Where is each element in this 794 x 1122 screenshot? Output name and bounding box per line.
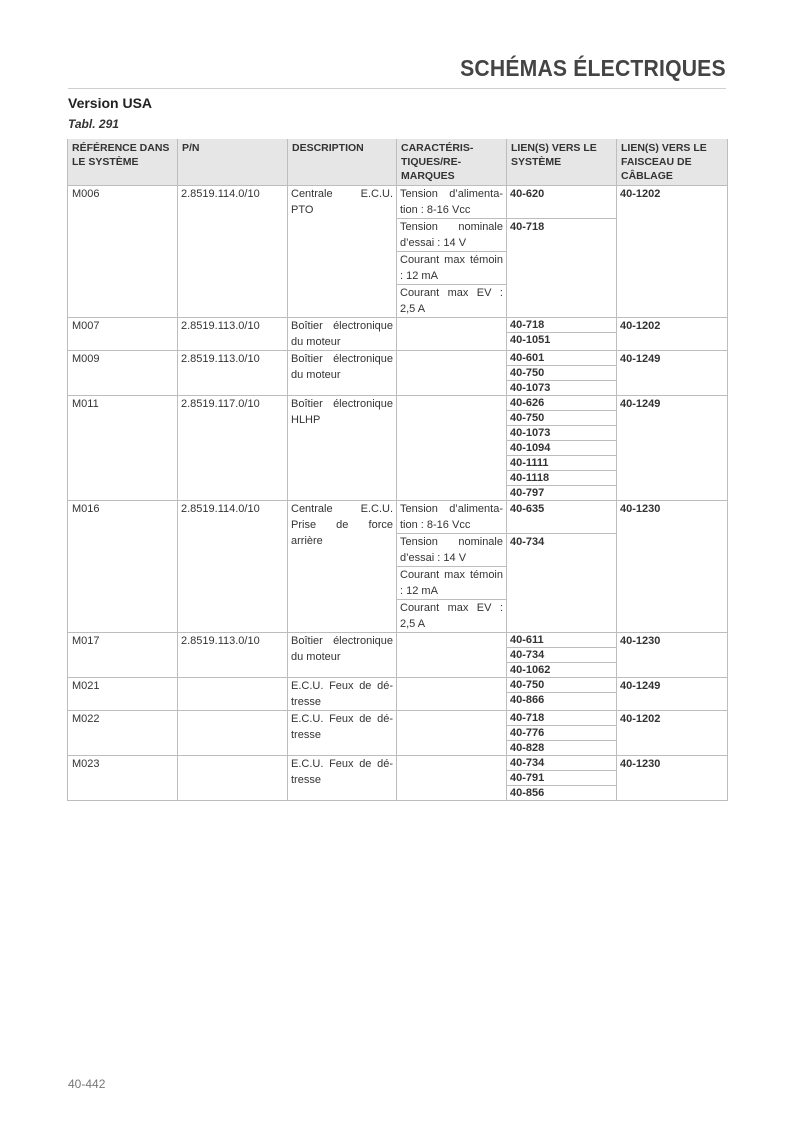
cell-description-text: Centrale E.C.U. PTO: [291, 188, 393, 216]
cell-system-links: [507, 633, 617, 678]
cell-description-text: E.C.U. Feux de dé-tresse: [291, 680, 393, 708]
column-header-description: DESCRIPTION: [288, 139, 397, 186]
harness-link[interactable]: 40-1202: [620, 713, 661, 725]
cell-characteristics: [397, 318, 507, 351]
cell-reference: [68, 318, 178, 351]
cell-reference-text: M006: [72, 188, 100, 200]
characteristic-item: Tension nominale d’essai : 14 V: [397, 219, 506, 252]
cell-pn: [178, 318, 288, 351]
characteristic-item: Courant max témoin : 12 mA: [397, 567, 506, 600]
cell-harness-link: [617, 501, 728, 633]
cell-characteristics: [397, 678, 507, 711]
cell-pn: [178, 186, 288, 318]
page-number: 40-442: [68, 1077, 106, 1091]
cell-description-text: Boîtier électronique HLHP: [291, 398, 393, 426]
harness-link[interactable]: 40-1230: [620, 758, 661, 770]
cell-pn-text: 2.8519.113.0/10: [181, 635, 260, 647]
column-header-system-links: LIEN(S) VERS LE SYSTÈME: [507, 139, 617, 186]
cell-description: [288, 186, 397, 318]
cell-reference: [68, 756, 178, 801]
cell-description: [288, 351, 397, 396]
table-caption: Tabl. 291: [68, 117, 119, 131]
table-row: [68, 318, 728, 351]
cell-characteristics: [397, 351, 507, 396]
cell-reference-text: M017: [72, 635, 100, 647]
cell-system-links: [507, 318, 617, 351]
table-row: [68, 501, 728, 633]
cell-description: [288, 756, 397, 801]
characteristic-item: Courant max EV : 2,5 A: [400, 287, 503, 315]
system-link[interactable]: 40-750: [507, 411, 616, 426]
system-link[interactable]: 40-734: [510, 536, 545, 548]
table-row: [68, 351, 728, 396]
system-link[interactable]: 40-718: [510, 221, 545, 233]
system-link[interactable]: 40-734: [507, 756, 616, 771]
cell-pn: [178, 396, 288, 501]
cell-pn-text: 2.8519.114.0/10: [181, 503, 260, 515]
table-body: [68, 186, 728, 801]
cell-system-links: [507, 351, 617, 396]
system-link[interactable]: 40-734: [507, 648, 616, 663]
title-divider: [68, 88, 726, 89]
cell-harness-link: [617, 711, 728, 756]
cell-description: [288, 633, 397, 678]
cell-pn: [178, 711, 288, 756]
table-row: [68, 678, 728, 711]
cell-characteristics: [397, 186, 507, 318]
system-link[interactable]: 40-856: [510, 787, 545, 799]
cell-reference: [68, 351, 178, 396]
column-header-reference: RÉFÉRENCE DANS LE SYSTÈME: [68, 139, 178, 186]
harness-link[interactable]: 40-1230: [620, 503, 661, 515]
cell-reference-text: M011: [72, 398, 99, 410]
system-link[interactable]: 40-626: [507, 396, 616, 411]
cell-system-links: [507, 396, 617, 501]
cell-reference: [68, 396, 178, 501]
system-link[interactable]: 40-828: [510, 742, 545, 754]
cell-harness-link: [617, 318, 728, 351]
cell-description: [288, 396, 397, 501]
cell-pn: [178, 351, 288, 396]
cell-reference: [68, 501, 178, 633]
system-link[interactable]: 40-1111: [507, 456, 616, 471]
system-link[interactable]: 40-750: [507, 678, 616, 693]
cell-harness-link: [617, 396, 728, 501]
characteristic-item: Tension d’alimenta-tion : 8-16 Vcc: [397, 501, 506, 534]
cell-reference-text: M009: [72, 353, 100, 365]
system-link[interactable]: 40-866: [510, 694, 545, 706]
cell-description-text: Centrale E.C.U. Prise de force arrière: [291, 503, 393, 547]
cell-description: [288, 501, 397, 633]
characteristic-item: Tension d’alimenta-tion : 8-16 Vcc: [397, 186, 506, 219]
table-row: [68, 756, 728, 801]
cell-reference-text: M007: [72, 320, 100, 332]
system-link[interactable]: 40-1073: [507, 426, 616, 441]
cell-harness-link: [617, 186, 728, 318]
system-link[interactable]: 40-620: [507, 186, 616, 219]
characteristic-item: Tension nominale d’essai : 14 V: [397, 534, 506, 567]
cell-system-links: [507, 501, 617, 633]
column-header-pn: P/N: [178, 139, 288, 186]
wiring-reference-table: [67, 139, 728, 801]
system-link[interactable]: 40-776: [507, 726, 616, 741]
cell-description-text: Boîtier électronique du moteur: [291, 353, 393, 381]
characteristic-item: Courant max témoin : 12 mA: [397, 252, 506, 285]
cell-description-text: E.C.U. Feux de dé-tresse: [291, 758, 393, 786]
cell-reference: [68, 186, 178, 318]
characteristic-item: Courant max EV : 2,5 A: [400, 602, 503, 630]
cell-characteristics: [397, 501, 507, 633]
column-header-harness-links: LIEN(S) VERS LE FAISCEAU DE CÂBLAGE: [617, 139, 728, 186]
system-link[interactable]: 40-791: [507, 771, 616, 786]
cell-characteristics: [397, 711, 507, 756]
table-row: [68, 186, 728, 318]
cell-system-links: [507, 711, 617, 756]
system-link[interactable]: 40-1118: [507, 471, 616, 486]
system-link[interactable]: 40-750: [507, 366, 616, 381]
table-header-row: [68, 139, 728, 186]
harness-link[interactable]: 40-1202: [620, 188, 661, 200]
section-heading: Version USA: [68, 95, 153, 111]
cell-pn: [178, 633, 288, 678]
harness-link[interactable]: 40-1249: [620, 353, 661, 365]
cell-harness-link: [617, 351, 728, 396]
cell-harness-link: [617, 678, 728, 711]
system-link[interactable]: 40-1051: [510, 334, 551, 346]
cell-reference-text: M022: [72, 713, 100, 725]
cell-description: [288, 678, 397, 711]
cell-reference-text: M016: [72, 503, 100, 515]
cell-pn-text: 2.8519.113.0/10: [181, 353, 260, 365]
cell-pn: [178, 501, 288, 633]
system-link[interactable]: 40-1062: [510, 664, 551, 676]
system-link[interactable]: 40-718: [507, 711, 616, 726]
cell-pn-text: 2.8519.117.0/10: [181, 398, 260, 410]
cell-harness-link: [617, 756, 728, 801]
harness-link[interactable]: 40-1202: [620, 320, 661, 332]
system-link[interactable]: 40-611: [507, 633, 616, 648]
system-link[interactable]: 40-718: [507, 318, 616, 333]
table-row: [68, 633, 728, 678]
cell-pn: [178, 678, 288, 711]
cell-system-links: [507, 756, 617, 801]
harness-link[interactable]: 40-1230: [620, 635, 661, 647]
system-link[interactable]: 40-635: [507, 501, 616, 534]
system-link[interactable]: 40-1073: [510, 382, 551, 394]
cell-reference: [68, 633, 178, 678]
cell-description-text: E.C.U. Feux de dé-tresse: [291, 713, 393, 741]
page-title: SCHÉMAS ÉLECTRIQUES: [460, 55, 726, 81]
cell-description-text: Boîtier électronique du moteur: [291, 635, 393, 663]
cell-pn-text: 2.8519.114.0/10: [181, 188, 260, 200]
cell-description-text: Boîtier électronique du moteur: [291, 320, 393, 348]
cell-system-links: [507, 186, 617, 318]
harness-link[interactable]: 40-1249: [620, 680, 661, 692]
cell-characteristics: [397, 633, 507, 678]
cell-reference-text: M023: [72, 758, 100, 770]
cell-characteristics: [397, 396, 507, 501]
table-row: [68, 396, 728, 501]
cell-description: [288, 711, 397, 756]
system-link[interactable]: 40-601: [507, 351, 616, 366]
system-link[interactable]: 40-1094: [507, 441, 616, 456]
cell-harness-link: [617, 633, 728, 678]
system-link[interactable]: 40-797: [510, 487, 545, 499]
cell-pn-text: 2.8519.113.0/10: [181, 320, 260, 332]
cell-system-links: [507, 678, 617, 711]
harness-link[interactable]: 40-1249: [620, 398, 661, 410]
cell-reference: [68, 711, 178, 756]
cell-pn: [178, 756, 288, 801]
cell-reference: [68, 678, 178, 711]
column-header-characteristics: CARACTÉRIS-TIQUES/RE-MARQUES: [397, 139, 507, 186]
cell-reference-text: M021: [72, 680, 100, 692]
cell-description: [288, 318, 397, 351]
cell-characteristics: [397, 756, 507, 801]
table-row: [68, 711, 728, 756]
